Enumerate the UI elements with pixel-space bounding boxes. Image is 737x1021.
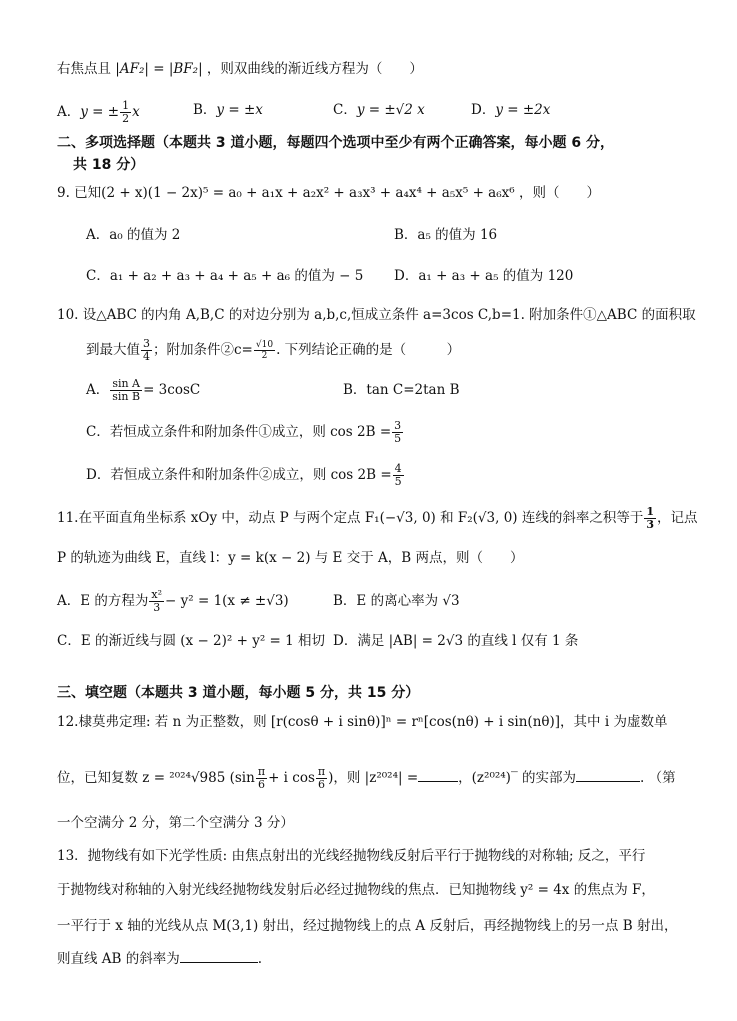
- option-formula: y = ±√2 x: [356, 102, 425, 118]
- q8-option-d: [471, 100, 550, 120]
- q12-note: 一个空满分 2 分，第二个空满分 3 分）: [57, 815, 294, 831]
- q9-option-b: B．a₅ 的值为 16: [394, 227, 498, 243]
- fraction: $\frac{\pi}{6}$: [257, 765, 266, 791]
- q11-option-c: C．E 的渐近线与圆 (x − 2)² + y² = 1 相切: [57, 633, 326, 649]
- q10-option-c: C．若恒成立条件和附加条件①成立，则 cos 2B = $\frac{3}{5}$: [86, 419, 402, 445]
- option-label: A．: [57, 104, 81, 120]
- q12-stem-cont: 位，已知复数 z = ²⁰²⁴√985 (sin $\frac{\pi}{6}$ + i cos $\frac{\pi}{6}$ )，则 |z²⁰²⁴| = ，(z²⁰²⁴)‾ 的实部为 . （第: [57, 765, 676, 791]
- option-label: D．: [471, 102, 496, 118]
- option-formula: y = ±: [80, 104, 120, 120]
- answer-blank[interactable]: [180, 948, 258, 963]
- fraction: $\frac{\pi}{6}$: [317, 765, 326, 791]
- answer-blank-1[interactable]: [418, 767, 458, 782]
- option-formula: y = ±2x: [495, 102, 551, 118]
- q10-text: ；附加条件②c=: [153, 342, 253, 358]
- q10-stem: 10. 设△ABC 的内角 A,B,C 的对边分别为 a,b,c,恒成立条件 a=3cos C,b=1. 附加条件①△ABC 的面积取: [57, 307, 696, 323]
- section-2-title: 二、多项选择题（本题共 3 道小题，每题四个选项中至少有两个正确答案，每小题 6 分，: [57, 135, 614, 151]
- q13-stem-l4: 则直线 AB 的斜率为 .: [57, 948, 262, 969]
- fraction: $\frac{3}{5}$: [394, 419, 402, 445]
- q8-stem-tail: [57, 59, 423, 79]
- answer-blank-2[interactable]: [576, 767, 640, 782]
- q10-text: . 下列结论正确的是（ ）: [276, 342, 461, 358]
- q11-option-d: D．满足 |AB| = 2√3 的直线 l 仅有 1 条: [333, 633, 579, 649]
- q13-stem-l3: 一平行于 x 轴的光线从点 M(3,1) 射出，经过抛物线上的点 A 反射后，再经抛物线上的另一点 B 射出，: [57, 918, 678, 934]
- fraction: $\frac{\text{sin A}}{\text{sin B}}$: [112, 377, 141, 403]
- q13-stem-l1: 13．抛物线有如下光学性质: 由焦点射出的光线经抛物线反射后平行于抛物线的对称轴; 反之，平行: [57, 848, 646, 864]
- q11-option-a: A．E 的方程为 $\frac{\text{x²}}{3}$ − y² = 1(x ≠ ±√3): [57, 588, 289, 614]
- option-label: C．: [333, 102, 357, 118]
- fraction-one-half: $\frac{1}{2}$: [122, 99, 130, 125]
- q11-stem-cont: P 的轨迹为曲线 E，直线 l：y = k(x − 2) 与 E 交于 A，B 两点，则（ ）: [57, 550, 524, 566]
- q9-stem: 9. 已知(2 + x)(1 − 2x)⁵ = a₀ + a₁x + a₂x² + a₃x³ + a₄x⁴ + a₅x⁵ + a₆x⁶ ，则（ ）: [57, 185, 600, 201]
- q10-option-a: A． $\frac{\text{sin A}}{\text{sin B}}$ = 3cosC: [86, 377, 201, 403]
- q11-stem: 11.在平面直角坐标系 xOy 中，动点 P 与两个定点 F₁(−√3, 0) 和 F₂(√3, 0) 连线的斜率之积等于 $\frac{1}{3}$ ，记点: [57, 505, 698, 531]
- q12-stem: 12.棣莫弗定理: 若 n 为正整数，则 [r(cosθ + i sinθ)]ⁿ = rⁿ[cos(nθ) + i sin(nθ)]，其中 i 为虚数单: [57, 714, 668, 730]
- option-label: B．: [193, 102, 217, 118]
- q9-option-a: A．a₀ 的值为 2: [86, 227, 181, 243]
- fraction: $\frac{3}{4}$: [143, 337, 150, 363]
- q8-option-b: [193, 100, 263, 120]
- q8-text: 右焦点且: [57, 61, 111, 77]
- q10-stem-cont: [86, 338, 460, 363]
- q11-option-b: B．E 的离心率为 √3: [333, 593, 460, 609]
- section-2-title-cont: 共 18 分）: [73, 157, 145, 173]
- q10-option-b: B．tan C=2tan B: [343, 382, 460, 398]
- fraction: $\frac{4}{5}$: [394, 462, 402, 488]
- section-3-title: 三、填空题（本题共 3 道小题，每小题 5 分，共 15 分）: [57, 685, 420, 701]
- q8-text-tail: ，则双曲线的渐近线方程为（ ）: [206, 61, 423, 77]
- q9-option-d: D．a₁ + a₃ + a₅ 的值为 120: [394, 268, 574, 284]
- q10-option-d: D．若恒成立条件和附加条件②成立，则 cos 2B = $\frac{4}{5}$: [86, 462, 402, 488]
- q8-formula: |AF₂| = |BF₂|: [115, 61, 203, 77]
- q9-option-c: C．a₁ + a₂ + a₃ + a₄ + a₅ + a₆ 的值为 − 5: [86, 268, 364, 284]
- option-formula: y = ±x: [216, 102, 263, 118]
- q8-option-a: A．y = ± $\frac{1}{2}$ x: [57, 99, 140, 125]
- fraction: $\frac{√10}{2}$: [255, 340, 274, 361]
- q8-option-c: [333, 100, 425, 120]
- q13-stem-l2: 于抛物线对称轴的入射光线经抛物线发射后必经过抛物线的焦点．已知抛物线 y² = 4x 的焦点为 F，: [57, 882, 655, 898]
- fraction: $\frac{\text{x²}}{3}$: [151, 588, 163, 614]
- fraction: $\frac{1}{3}$: [646, 505, 655, 531]
- q10-text: 到最大值: [86, 342, 140, 358]
